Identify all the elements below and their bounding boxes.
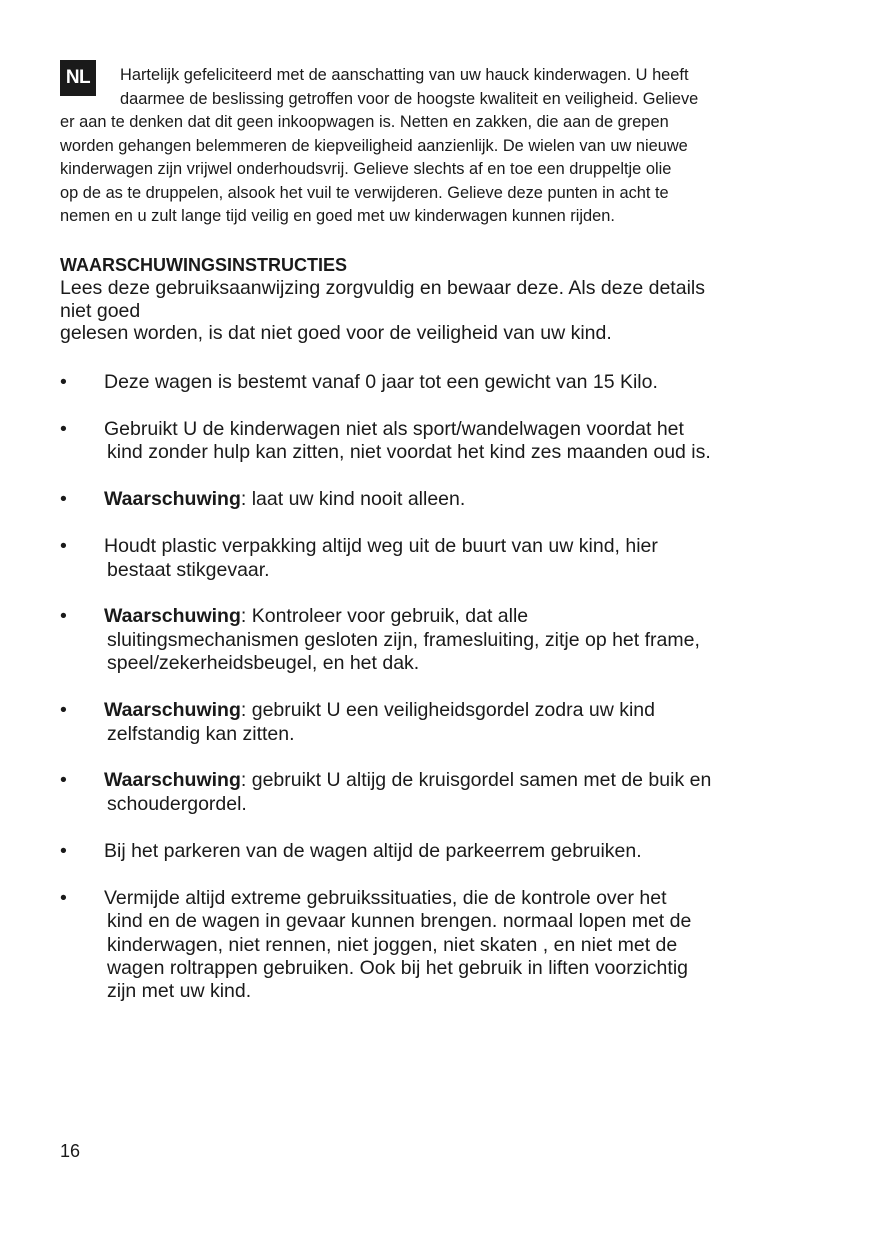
bullet-icon: • bbox=[60, 839, 67, 862]
warning-text: : gebruikt U een veiligheidsgordel zodra uw kind bbox=[240, 699, 655, 722]
warning-item-line bbox=[104, 605, 820, 628]
warning-item-line bbox=[104, 769, 820, 792]
warning-label: Waarschuwing bbox=[104, 769, 241, 792]
warning-item-line: Bij het parkeren van de wagen altijd de parkeerrem gebruiken. bbox=[104, 839, 642, 862]
warning-item bbox=[60, 769, 820, 816]
bullet-icon: • bbox=[60, 886, 67, 909]
bullet-icon: • bbox=[60, 535, 67, 558]
warning-item-line: wagen roltrappen gebruiken. Ook bij het gebruik in liften voorzichtig bbox=[107, 956, 689, 979]
bullet-icon: • bbox=[60, 488, 67, 511]
bullet-icon: • bbox=[60, 699, 67, 722]
page-number: 16 bbox=[60, 1141, 81, 1161]
warning-item-line: kinderwagen, niet rennen, niet joggen, niet skaten , en niet met de bbox=[107, 933, 678, 956]
warning-item-line: schoudergordel. bbox=[107, 792, 247, 815]
warning-text: : laat uw kind nooit alleen. bbox=[240, 488, 466, 511]
warning-item-line: bestaat stikgevaar. bbox=[107, 558, 270, 581]
warning-item-line: zijn met uw kind. bbox=[107, 980, 252, 1003]
warning-item bbox=[60, 418, 820, 465]
bullet-icon: • bbox=[60, 769, 67, 792]
warning-item bbox=[60, 488, 820, 511]
warning-item-line: Houdt plastic verpakking altijd weg uit de buurt van uw kind, hier bbox=[104, 535, 658, 558]
warning-item bbox=[60, 887, 820, 1004]
warning-item-line bbox=[104, 699, 820, 722]
warning-item bbox=[60, 605, 820, 675]
warning-text: : gebruikt U altijg de kruisgordel samen met de buik en bbox=[240, 769, 712, 792]
warning-item-line: zelfstandig kan zitten. bbox=[107, 722, 295, 745]
warning-item-line: Deze wagen is bestemt vanaf 0 jaar tot een gewicht van 15 Kilo. bbox=[104, 371, 658, 393]
warning-item-line: Gebruikt U de kinderwagen niet als sport/wandelwagen voordat het bbox=[104, 417, 684, 440]
warning-item-line: sluitingsmechanismen gesloten zijn, framesluiting, zitje op het frame, bbox=[107, 628, 700, 651]
warning-item bbox=[60, 699, 820, 746]
intro-line: Hartelijk gefeliciteerd met de aanschatting van uw hauck kinderwagen. U heeft bbox=[120, 66, 689, 84]
warning-item bbox=[60, 840, 820, 863]
warning-item-line: speel/zekerheidsbeugel, en het dak. bbox=[107, 652, 420, 675]
warnings-list bbox=[60, 371, 820, 1027]
bullet-icon: • bbox=[60, 371, 67, 393]
intro-line: er aan te denken dat dit geen inkoopwagen is. Netten en zakken, die aan de grepen bbox=[60, 113, 669, 131]
warning-label: Waarschuwing bbox=[104, 699, 241, 722]
warning-item bbox=[60, 371, 820, 394]
warning-item-line bbox=[104, 488, 820, 511]
intro-line: op de as te druppelen, alsook het vuil te verwijderen. Gelieve deze punten in acht te bbox=[60, 183, 669, 202]
warning-label: Waarschuwing bbox=[104, 605, 241, 628]
warnings-heading: WAARSCHUWINGSINSTRUCTIES bbox=[60, 255, 347, 275]
warning-label: Waarschuwing bbox=[104, 488, 241, 511]
intro-paragraph bbox=[60, 64, 800, 229]
warning-item-line: kind en de wagen in gevaar kunnen brengen. normaal lopen met de bbox=[107, 910, 692, 933]
bullet-icon: • bbox=[60, 417, 67, 440]
warning-item-line: kind zonder hulp kan zitten, niet voordat het kind zes maanden oud is. bbox=[107, 441, 711, 464]
intro-line: nemen en u zult lange tijd veilig en goed met uw kinderwagen kunnen rijden. bbox=[60, 207, 615, 225]
bullet-icon: • bbox=[60, 605, 67, 628]
warnings-intro bbox=[60, 277, 780, 345]
intro-line: kinderwagen zijn vrijwel onderhoudsvrij. Gelieve slechts af en toe een druppeltje olie bbox=[60, 160, 672, 178]
warning-text: : Kontroleer voor gebruik, dat alle bbox=[240, 605, 529, 628]
intro-line: worden gehangen belemmeren de kiepveiligheid aanzienlijk. De wielen van uw nieuwe bbox=[60, 136, 688, 155]
intro-line: daarmee de beslissing getroffen voor de hoogste kwaliteit en veiligheid. Gelieve bbox=[120, 89, 699, 108]
warnings-intro-line: gelesen worden, is dat niet goed voor de veiligheid van uw kind. bbox=[60, 322, 612, 344]
warning-item bbox=[60, 535, 820, 582]
language-badge: NL bbox=[60, 60, 96, 96]
warning-item-line: Vermijde altijd extreme gebruikssituaties, die de kontrole over het bbox=[104, 886, 667, 909]
warnings-intro-line: Lees deze gebruiksaanwijzing zorgvuldig en bewaar deze. Als deze details bbox=[60, 277, 705, 299]
warnings-intro-line: niet goed bbox=[60, 299, 141, 322]
